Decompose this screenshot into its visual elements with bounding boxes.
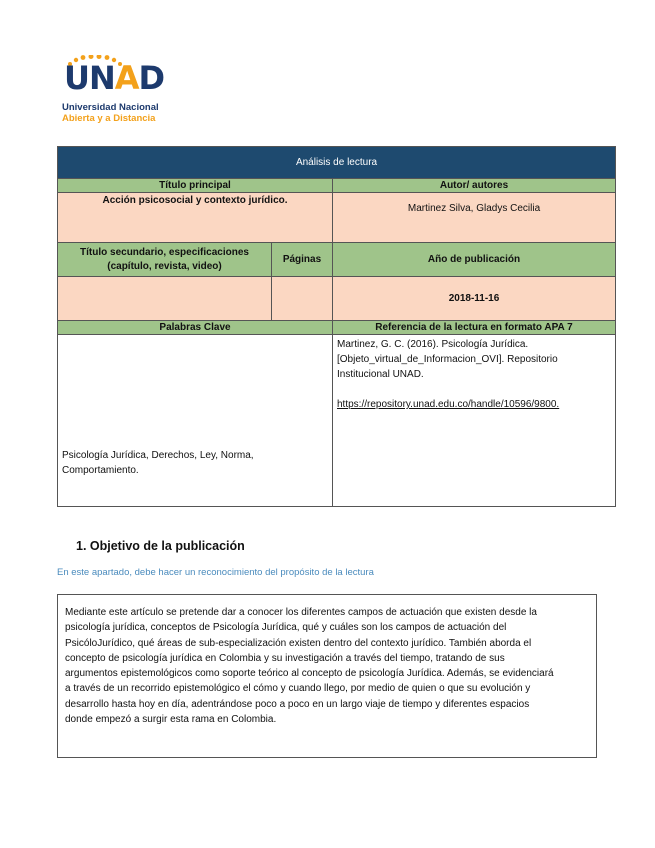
authors-value[interactable]: Martinez Silva, Gladys Cecilia — [333, 193, 616, 243]
logo-subtitle-line: Abierta y a Distancia — [62, 113, 156, 124]
keywords-value[interactable]: Psicología Jurídica, Derechos, Ley, Norma, Comportamiento. — [58, 335, 333, 507]
objective-line: Mediante este artículo se pretende dar a conocer los diferentes campos de actuación que existen desde la — [65, 607, 537, 618]
header-secondary-title — [58, 243, 272, 277]
header-main-title: Título principal — [58, 179, 333, 193]
header-secondary-title-line1: Título secundario, especificaciones — [80, 246, 249, 258]
reference-link[interactable]: https://repository.unad.edu.co/handle/10596/9800. — [337, 399, 560, 410]
reference-value[interactable] — [333, 335, 616, 507]
header-secondary-title-line2: (capítulo, revista, video) — [107, 260, 222, 272]
objective-text-box[interactable] — [57, 594, 597, 758]
reference-line-3: Institucional UNAD. — [337, 369, 424, 380]
objective-line: donde empezó a surgir esta rama en Colombia. — [65, 714, 277, 726]
section-objective-title: 1. Objetivo de la publicación — [76, 539, 245, 553]
reference-line-1: Martinez, G. C. (2016). Psicología Jurídica. — [337, 339, 529, 350]
reading-analysis-table — [57, 146, 616, 507]
header-keywords: Palabras Clave — [58, 321, 333, 335]
unad-logo — [62, 55, 172, 127]
logo-university-line: Universidad Nacional — [62, 102, 159, 113]
objective-line: desarrollo hasta hoy en día, adentrándose poco a poco en un largo viaje de tiempo y diferentes espacios — [65, 698, 530, 710]
objective-line: argumentos epistemológicos como soporte teórico al concepto de psicología Jurídica. Además, se evidenciará — [65, 668, 554, 680]
objective-line: psicología jurídica, conceptos de Psicología Jurídica, qué y cuáles son los campos de actuación del — [65, 622, 507, 634]
header-reference: Referencia de la lectura en formato APA 7 — [333, 321, 616, 335]
objective-line: PsicóloJurídico, qué áreas de sub-especialización existen dentro del contexto jurídico. También aborda el — [65, 637, 532, 649]
year-value[interactable]: 2018-11-16 — [333, 277, 616, 321]
main-title-value[interactable]: Acción psicosocial y contexto jurídico. — [58, 193, 333, 243]
objective-line: concepto de psicología jurídica en Colombia y su investigación a través del tiempo, tratando de sus — [65, 652, 505, 664]
reference-line-2: [Objeto_virtual_de_Informacion_OVI]. Repositorio — [337, 354, 558, 365]
header-authors: Autor/ autores — [333, 179, 616, 193]
header-year: Año de publicación — [333, 243, 616, 277]
secondary-title-value[interactable] — [58, 277, 272, 321]
pages-value[interactable] — [272, 277, 333, 321]
form-title: Análisis de lectura — [58, 147, 616, 179]
header-pages: Páginas — [272, 243, 333, 277]
section-objective-hint: En este apartado, debe hacer un reconocimiento del propósito de la lectura — [57, 567, 374, 578]
logo-wordmark: UNAD — [64, 59, 165, 97]
objective-line: a través de un recorrido epistemológico el cómo y cuando llego, por medio de quien o que su evolución y — [65, 683, 531, 695]
